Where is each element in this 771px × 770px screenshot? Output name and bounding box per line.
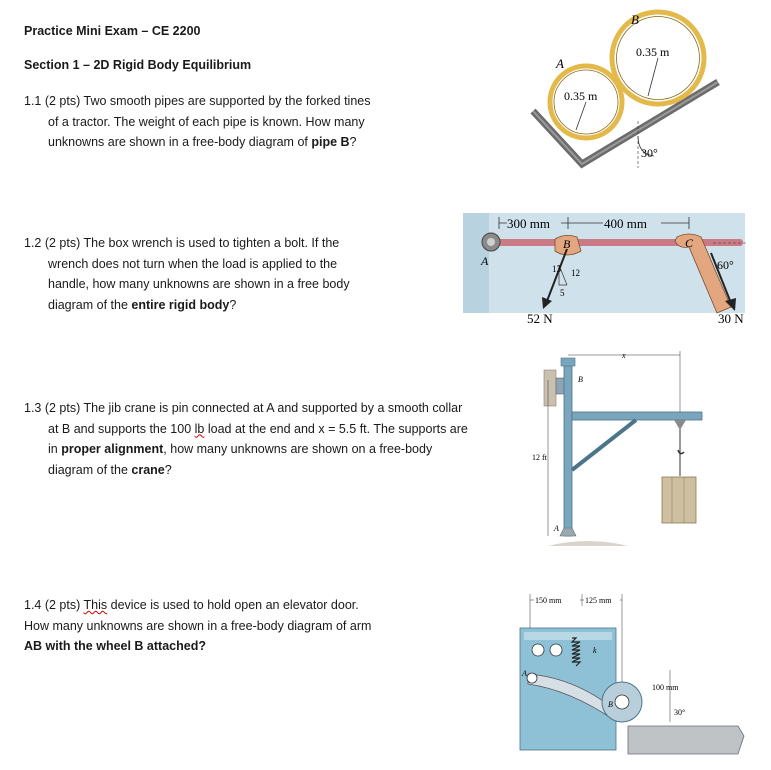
crane-label-a: A [554,524,559,533]
dim-x: x [622,351,626,360]
elevator-device-figure [510,590,755,770]
crane-mast [564,364,572,536]
device-label-a: A [522,669,527,678]
device-label-b: B [608,700,613,709]
q13-line4: diagram of the crane? [48,462,172,477]
q11-line1: 1.1 (2 pts) Two smooth pipes are supported by the forked tines [24,94,371,108]
question-1-1 [24,91,371,153]
q12-line4: diagram of the entire rigid body? [48,297,237,312]
q13-line1: 1.3 (2 pts) The jib crane is pin connected at A and supported by a smooth collar [24,401,463,415]
q14-line2: How many unknowns are shown in a free-body diagram of arm [24,618,372,633]
dim-400mm: 400 mm [604,216,647,231]
device-angle: 30° [674,708,686,717]
angle-60: 60° [717,258,734,272]
slope-12: 12 [571,268,580,278]
pipe-b-radius: 0.35 m [636,45,670,59]
q13-emphasis-alignment: proper alignment [61,442,164,456]
crane-boom [572,412,702,420]
pipes-figure [530,6,730,176]
question-1-3 [24,398,468,480]
pipe-b-label: B [631,12,639,27]
dim-12ft: 12 ft [532,453,547,462]
spring-label: k [593,646,597,655]
force-52n: 52 N [527,311,553,326]
q11-emphasis: pipe B [311,135,350,149]
q13-emphasis-crane: crane [131,462,165,477]
question-1-4 [24,595,371,657]
slope-13: 13 [552,264,561,274]
jib-crane-figure [528,350,708,555]
slope-5: 5 [560,288,565,298]
question-1-2 [24,233,350,315]
q13-line3: in proper alignment, how many unknowns are shown on a free-body [48,442,433,456]
q11-line2: of a tractor. The weight of each pipe is known. How many [48,114,365,129]
dim-100mm: 100 mm [652,683,679,692]
pipe-a-label: A [556,56,564,71]
q13-line2: at B and supports the 100 lb load at the end and x = 5.5 ft. The supports are [48,421,468,436]
wrench-handle [493,239,743,246]
crane-load [662,477,696,523]
tine-angle: 30° [641,146,658,160]
label-a: A [481,254,489,268]
wrench-figure [463,213,753,328]
q11-line3: unknowns are shown in a free-body diagram of pipe B? [48,135,357,149]
q12-line3: handle, how many unknowns are shown in a free body [48,277,350,291]
q14-line3: AB with the wheel B attached? [24,639,206,653]
force-30n: 30 N [718,311,744,326]
dim-300mm: 300 mm [507,216,550,231]
exam-title: Practice Mini Exam – CE 2200 [24,24,201,38]
q12-line1: 1.2 (2 pts) The box wrench is used to tighten a bolt. If the [24,236,340,250]
dim-125mm: 125 mm [585,596,612,605]
q14-line1: 1.4 (2 pts) This device is used to hold open an elevator door. [24,598,359,612]
section-title: Section 1 – 2D Rigid Body Equilibrium [24,58,252,72]
q12-line2: wrench does not turn when the load is applied to the [48,256,338,271]
q12-emphasis: entire rigid body [131,297,230,312]
pipe-a-radius: 0.35 m [564,89,598,103]
label-c: C [685,236,694,250]
label-b: B [563,237,571,251]
elevator-door [628,726,744,754]
crane-label-b: B [578,375,583,384]
dim-150mm: 150 mm [535,596,562,605]
